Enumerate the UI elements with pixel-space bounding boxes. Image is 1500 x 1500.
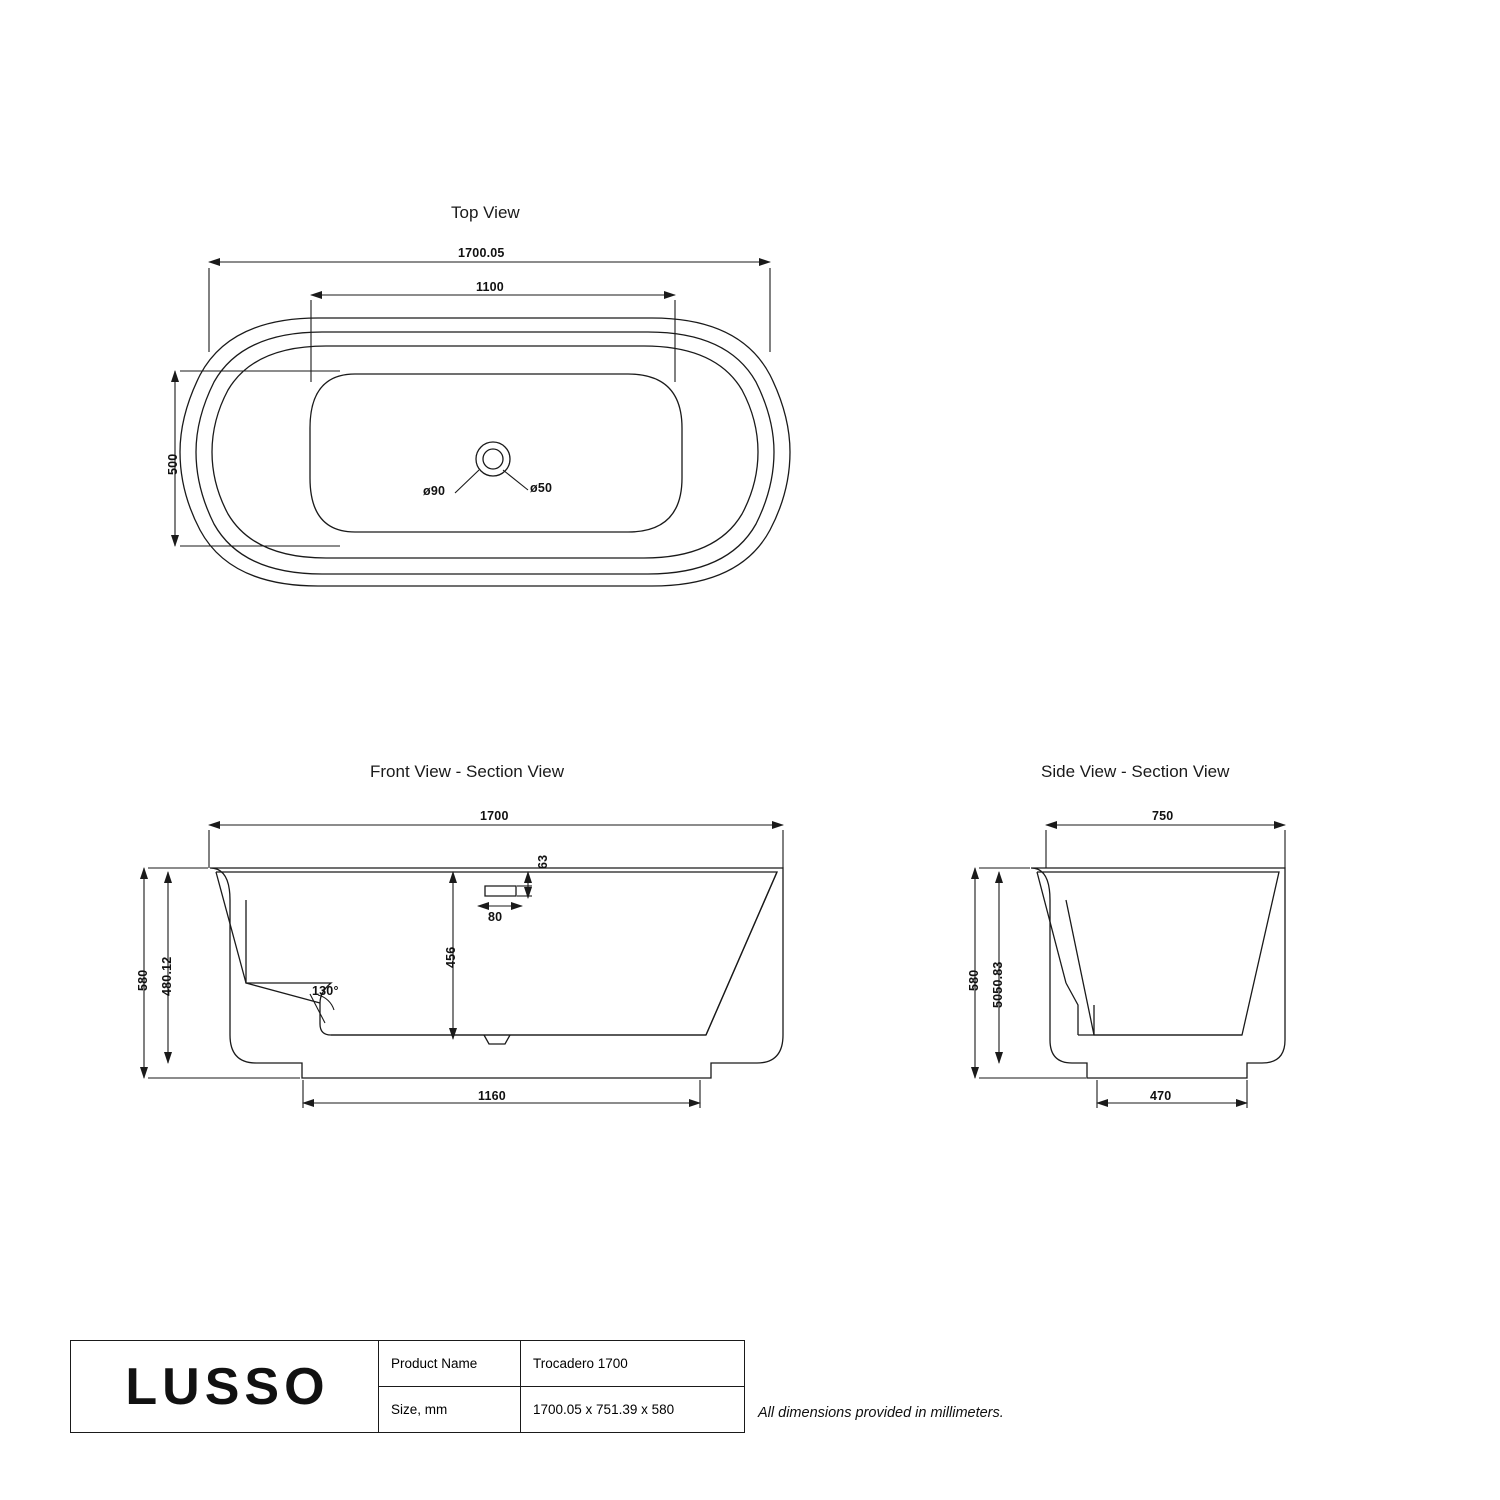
dim-label-front-overflow-height: 63	[536, 854, 550, 869]
dim-label-drain-outer: ø90	[423, 484, 446, 498]
title-block-table	[379, 1341, 744, 1432]
dim-label-top-width: 500	[166, 453, 180, 475]
size-value: 1700.05 x 751.39 x 580	[533, 1402, 675, 1417]
dim-top-inner-length	[311, 295, 675, 382]
front-view-outline	[210, 868, 783, 1078]
table-row	[379, 1387, 744, 1432]
product-name-key: Product Name	[379, 1341, 521, 1386]
dim-label-front-height: 580	[136, 969, 150, 991]
side-view-title: Side View - Section View	[1041, 762, 1230, 781]
dim-top-overall-length	[209, 262, 770, 352]
top-view-drain-leaders	[455, 470, 528, 493]
table-row	[379, 1341, 744, 1387]
dim-label-side-inner-height: 5050.83	[991, 961, 1005, 1008]
units-note: All dimensions provided in millimeters.	[758, 1405, 1004, 1421]
title-block	[70, 1340, 745, 1433]
dim-label-front-base-length: 1160	[478, 1089, 506, 1103]
dim-label-side-width: 750	[1152, 809, 1174, 823]
dim-label-front-overall-length: 1700	[480, 809, 509, 823]
dim-front-overall-length	[209, 825, 783, 868]
dim-label-front-wall-height: 480.12	[160, 956, 174, 996]
size-key: Size, mm	[379, 1387, 521, 1432]
side-view-outline	[1031, 868, 1285, 1078]
dim-label-front-overflow-width: 80	[488, 910, 503, 924]
front-view-title: Front View - Section View	[370, 762, 565, 781]
dim-label-side-height: 580	[967, 969, 981, 991]
dim-label-drain-inner: ø50	[530, 481, 553, 495]
dim-label-top-overall-length: 1700.05	[458, 246, 505, 260]
dim-label-side-base-width: 470	[1150, 1089, 1172, 1103]
dim-side-width	[1046, 825, 1285, 868]
dim-side-base-width	[1097, 1080, 1247, 1108]
brand-logo	[71, 1341, 379, 1432]
product-name-value: Trocadero 1700	[533, 1356, 628, 1371]
dim-label-front-inner-depth: 456	[444, 946, 458, 968]
top-view-title: Top View	[451, 203, 520, 222]
brand-logo-text: LUSSO	[125, 1357, 330, 1416]
dim-front-overflow-height	[517, 872, 532, 898]
dim-label-top-inner-length: 1100	[476, 280, 504, 294]
dim-label-front-angle: 130°	[312, 984, 339, 998]
dim-front-angle-leader	[310, 994, 334, 1023]
